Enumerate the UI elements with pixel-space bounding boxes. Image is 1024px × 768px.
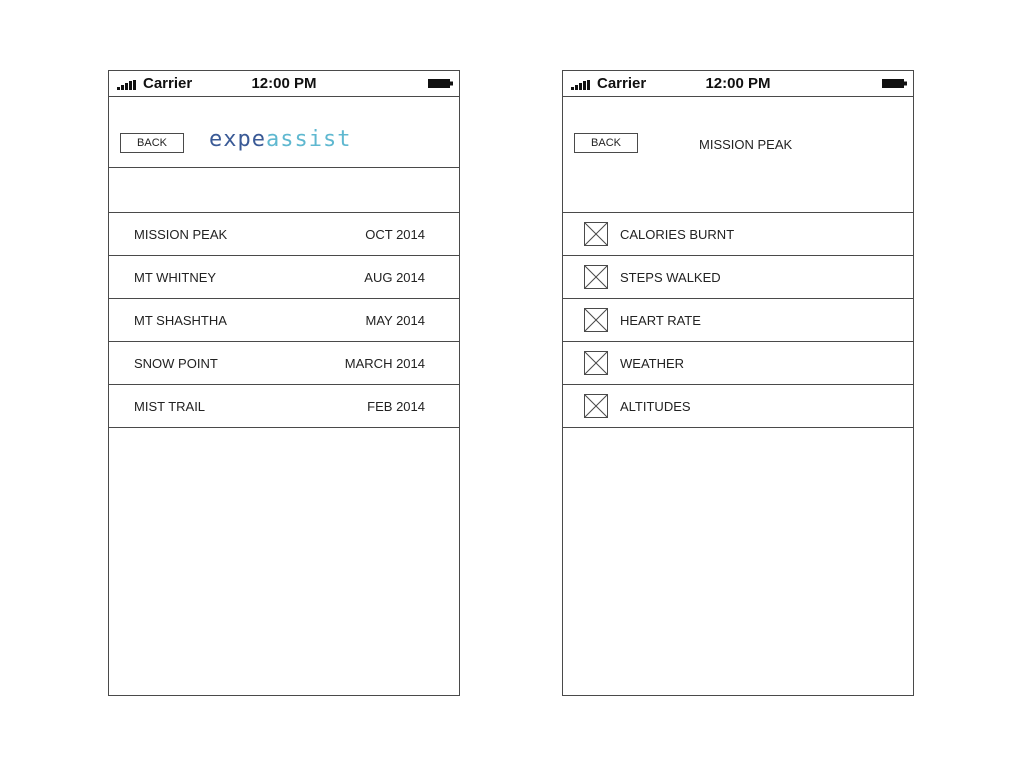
metric-row-altitudes[interactable] bbox=[563, 385, 913, 428]
battery-icon bbox=[882, 79, 907, 88]
trip-list-screen bbox=[108, 70, 460, 696]
trip-date: AUG 2014 bbox=[364, 270, 425, 285]
carrier-label: Carrier bbox=[597, 75, 647, 92]
logo-text-expe: expe bbox=[209, 127, 266, 152]
metric-label: CALORIES BURNT bbox=[620, 227, 735, 242]
trip-row[interactable] bbox=[109, 256, 459, 299]
detail-header bbox=[563, 97, 913, 213]
trip-name: MIST TRAIL bbox=[134, 399, 206, 414]
page-title: MISSION PEAK bbox=[699, 137, 793, 152]
app-logo bbox=[209, 127, 351, 152]
metric-list bbox=[563, 213, 913, 428]
metric-label: STEPS WALKED bbox=[620, 270, 721, 285]
metric-label: HEART RATE bbox=[620, 313, 701, 328]
trip-row[interactable] bbox=[109, 213, 459, 256]
trip-date: MAY 2014 bbox=[365, 313, 425, 328]
trip-detail-screen bbox=[562, 70, 914, 696]
trip-name: SNOW POINT bbox=[134, 356, 218, 371]
metric-label: WEATHER bbox=[620, 356, 685, 371]
logo-text-assist: assist bbox=[265, 127, 352, 152]
metric-row-weather[interactable] bbox=[563, 342, 913, 385]
metric-row-steps[interactable] bbox=[563, 256, 913, 299]
trip-name: MISSION PEAK bbox=[134, 227, 228, 242]
metric-row-heart-rate[interactable] bbox=[563, 299, 913, 342]
clock: 12:00 PM bbox=[705, 75, 771, 92]
trip-date: OCT 2014 bbox=[365, 227, 425, 242]
checkbox-placeholder-icon[interactable] bbox=[584, 222, 608, 246]
trip-name: MT WHITNEY bbox=[134, 270, 217, 285]
trip-row[interactable] bbox=[109, 385, 459, 428]
carrier-label: Carrier bbox=[143, 75, 193, 92]
empty-filter-row bbox=[109, 168, 459, 213]
back-button[interactable]: BACK bbox=[120, 133, 184, 153]
checkbox-placeholder-icon[interactable] bbox=[584, 394, 608, 418]
trip-date: FEB 2014 bbox=[367, 399, 425, 414]
checkbox-placeholder-icon[interactable] bbox=[584, 265, 608, 289]
metric-row-calories[interactable] bbox=[563, 213, 913, 256]
battery-icon bbox=[428, 79, 453, 88]
trip-row[interactable] bbox=[109, 342, 459, 385]
trip-row[interactable] bbox=[109, 299, 459, 342]
status-bar bbox=[563, 71, 913, 97]
back-button[interactable]: BACK bbox=[574, 133, 638, 153]
clock: 12:00 PM bbox=[251, 75, 317, 92]
trip-list bbox=[109, 213, 459, 428]
status-bar bbox=[109, 71, 459, 97]
trip-name: MT SHASHTHA bbox=[134, 313, 227, 328]
checkbox-placeholder-icon[interactable] bbox=[584, 351, 608, 375]
trip-date: MARCH 2014 bbox=[344, 356, 425, 371]
app-header bbox=[109, 97, 459, 168]
checkbox-placeholder-icon[interactable] bbox=[584, 308, 608, 332]
metric-label: ALTITUDES bbox=[620, 399, 691, 414]
